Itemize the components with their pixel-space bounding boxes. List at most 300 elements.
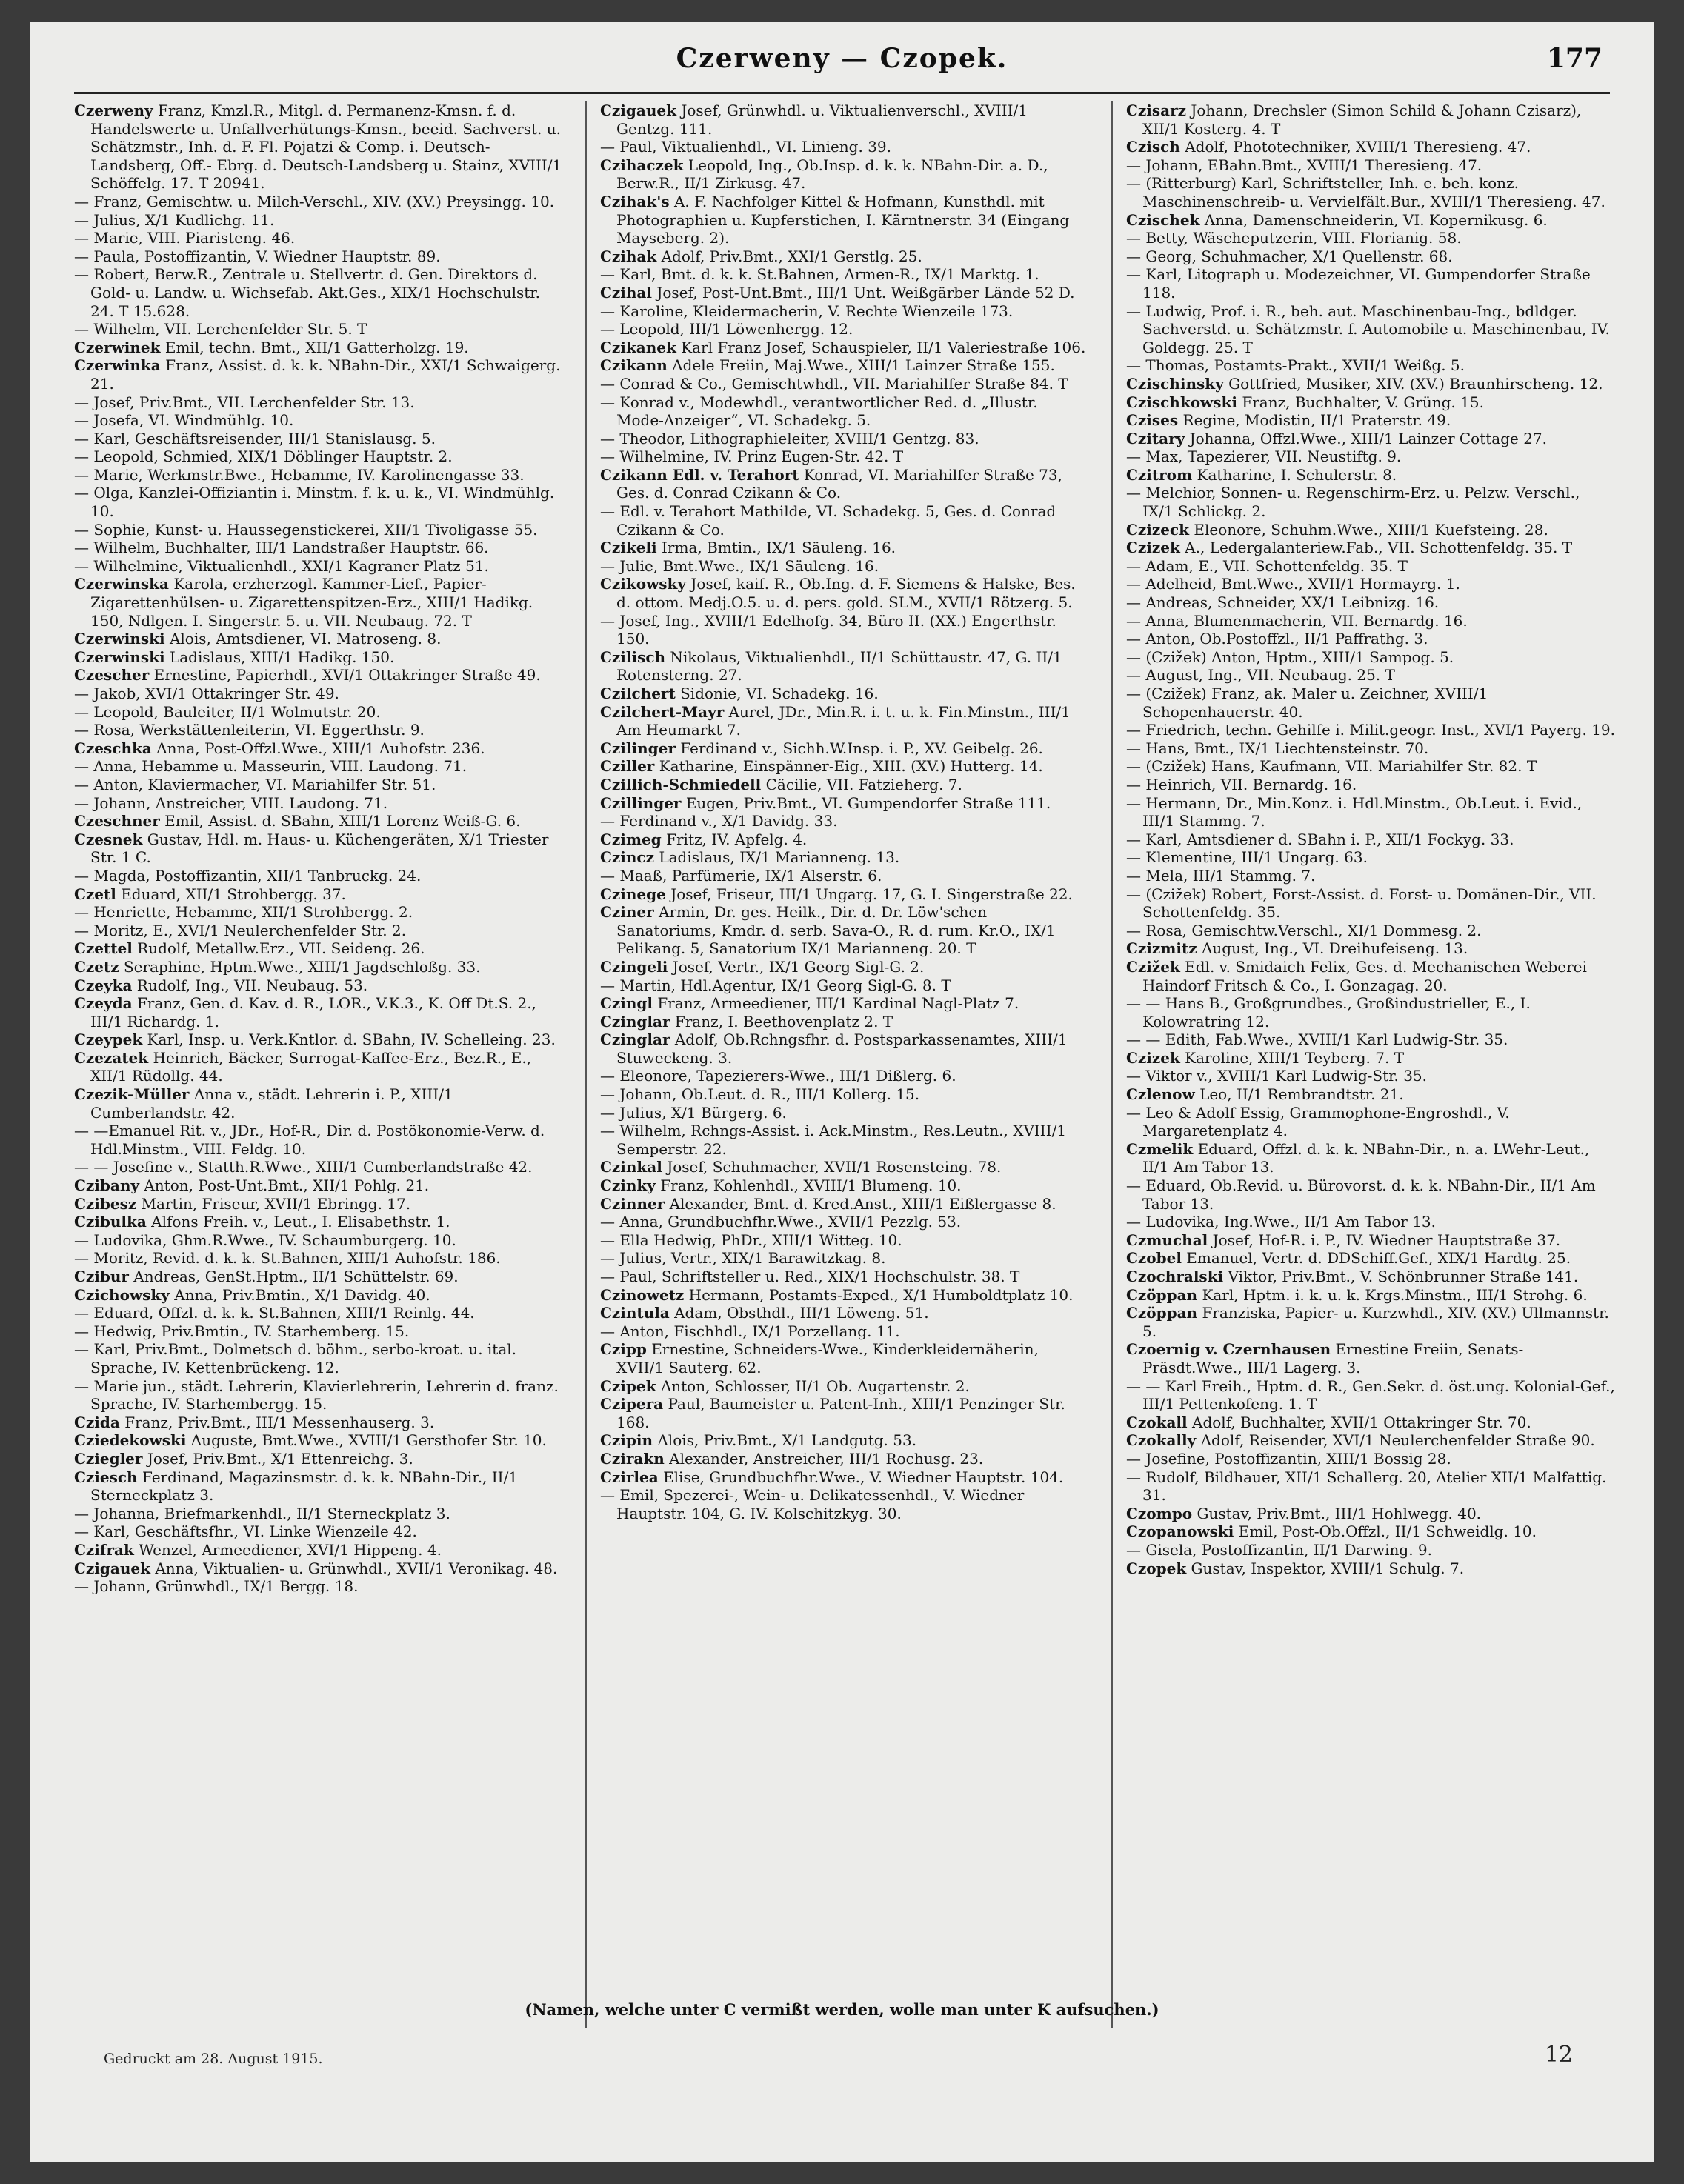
directory-entry bbox=[600, 885, 1089, 904]
directory-entry bbox=[600, 1486, 1089, 1522]
entry-text: — Marie jun., städt. Lehrerin, Klavierlehrerin, Lehrerin d. franz. Sprache, IV. Starhembergg. 15. bbox=[74, 1376, 559, 1414]
entry-name: Czillich-Schmiedell bbox=[600, 775, 762, 793]
directory-entry bbox=[1126, 630, 1615, 648]
entry-text: Gustav, Priv.Bmt., III/1 Hohlwegg. 40. bbox=[1197, 1504, 1482, 1522]
directory-entry bbox=[74, 1559, 563, 1578]
entry-name: Czeypek bbox=[74, 1031, 143, 1049]
entry-text: — Johann, Grünwhdl., IX/1 Bergg. 18. bbox=[74, 1577, 359, 1596]
directory-entry bbox=[1126, 1085, 1615, 1104]
entry-name: Czipin bbox=[600, 1431, 653, 1450]
directory-entry bbox=[1126, 375, 1615, 393]
entry-name: Czihal bbox=[600, 283, 652, 302]
entry-name: Czikann bbox=[600, 356, 668, 375]
entry-name: Czillinger bbox=[600, 793, 682, 812]
directory-entry bbox=[74, 557, 563, 576]
entry-text: — (Czižek) Franz, ak. Maler u. Zeichner, XVIII/1 Schopenhauerstr. 40. bbox=[1126, 685, 1488, 721]
directory-entry bbox=[1126, 958, 1615, 994]
entry-name: Czikeli bbox=[600, 539, 657, 557]
entry-text: — Jakob, XVI/1 Ottakringer Str. 49. bbox=[74, 685, 339, 702]
entry-name: Czischkowski bbox=[1126, 393, 1237, 411]
directory-entry bbox=[1126, 356, 1615, 375]
entry-text: — Anna, Hebamme u. Masseurin, VIII. Laudong. 71. bbox=[74, 757, 467, 776]
entry-text: — Hans, Bmt., IX/1 Liechtensteinstr. 70. bbox=[1126, 739, 1429, 757]
entry-name: Czeyda bbox=[74, 994, 133, 1013]
header-rule bbox=[74, 92, 1610, 94]
entry-name: Czirlea bbox=[600, 1468, 659, 1486]
directory-entry bbox=[74, 484, 563, 520]
directory-entry bbox=[74, 229, 563, 247]
directory-entry bbox=[600, 776, 1089, 794]
entry-name: Czida bbox=[74, 1413, 120, 1431]
entry-name: Czeyka bbox=[74, 976, 133, 994]
entry-text: Josef, Post-Unt.Bmt., III/1 Unt. Weißgärber Lände 52 D. bbox=[656, 283, 1075, 302]
entry-text: Anna, Damenschneiderin, VI. Kopernikusg. 6. bbox=[1204, 210, 1548, 229]
entry-name: Czikanek bbox=[600, 338, 676, 356]
entry-text: — Eduard, Offzl. d. k. k. St.Bahnen, XIII/1 Reinlg. 44. bbox=[74, 1304, 475, 1322]
entry-text: Seraphine, Hptm.Wwe., XIII/1 Jagdschloßg. 33. bbox=[123, 957, 481, 976]
entry-text: — Sophie, Kunst- u. Haussegenstickerei, XII/1 Tivoligasse 55. bbox=[74, 520, 538, 539]
entry-text: Franziska, Papier- u. Kurzwhdl., XIV. (XV.) Ullmannstr. 5. bbox=[1142, 1304, 1609, 1340]
entry-text: — (Czižek) Robert, Forst-Assist. d. Forst- u. Domänen-Dir., VII. Schottenfeldg. 35. bbox=[1126, 885, 1597, 922]
directory-entry bbox=[74, 339, 563, 357]
entry-name: Czerwinski bbox=[74, 647, 165, 666]
entry-text: Adam, Obsthdl., III/1 Löweng. 51. bbox=[674, 1304, 929, 1322]
entry-text: Josef, Priv.Bmt., X/1 Ettenreichg. 3. bbox=[147, 1449, 413, 1468]
directory-entry bbox=[74, 685, 563, 703]
entry-text: — Eduard, Ob.Revid. u. Bürovorst. d. k. k. NBahn-Dir., II/1 Am Tabor 13. bbox=[1126, 1176, 1596, 1213]
sheet-number: 12 bbox=[1544, 2042, 1573, 2068]
entry-text: — Josef, Ing., XVIII/1 Edelhofg. 34, Büro II. (XX.) Engerthstr. 150. bbox=[600, 611, 1056, 648]
directory-entry bbox=[600, 339, 1089, 357]
directory-entry bbox=[74, 356, 563, 393]
entry-name: Czitrom bbox=[1126, 465, 1193, 484]
directory-entry bbox=[600, 247, 1089, 266]
entry-text: — Henriette, Hebamme, XII/1 Strohbergg. 2. bbox=[74, 903, 413, 922]
entry-text: Franz, Buchhalter, V. Grüng. 15. bbox=[1242, 393, 1484, 411]
entry-text: Anna v., städt. Lehrerin i. P., XIII/1 Cumberlandstr. 42. bbox=[90, 1085, 453, 1122]
entry-text: — (Czižek) Hans, Kaufmann, VII. Mariahilfer Str. 82. T bbox=[1126, 757, 1537, 776]
directory-entry bbox=[1126, 1468, 1615, 1505]
directory-entry bbox=[600, 685, 1089, 703]
directory-entry bbox=[1126, 539, 1615, 557]
entry-text: — Karl, Priv.Bmt., Dolmetsch d. böhm., serbo-kroat. u. ital. Sprache, IV. Kettenbrückeng. 12. bbox=[74, 1340, 517, 1376]
entry-text: — Ella Hedwig, PhDr., XIII/1 Witteg. 10. bbox=[600, 1231, 902, 1249]
directory-entry bbox=[74, 885, 563, 904]
entry-name: Czerwinka bbox=[74, 356, 161, 375]
entry-text: Eugen, Priv.Bmt., VI. Gumpendorfer Straße 111. bbox=[685, 793, 1051, 812]
directory-entry bbox=[1126, 1231, 1615, 1250]
column-2 bbox=[600, 101, 1089, 2028]
directory-entry bbox=[1126, 1104, 1615, 1140]
entry-text: — Anton, Fischhdl., IX/1 Porzellang. 11. bbox=[600, 1322, 900, 1340]
entry-text: — Anna, Grundbuchfhr.Wwe., XVII/1 Pezzlg. 53. bbox=[600, 1213, 962, 1231]
directory-entry bbox=[1126, 1559, 1615, 1578]
entry-text: — Ludovika, Ing.Wwe., II/1 Am Tabor 13. bbox=[1126, 1213, 1437, 1231]
entry-text: Alfons Freih. v., Leut., I. Elisabethstr. 1. bbox=[151, 1213, 450, 1231]
directory-entry bbox=[1126, 1140, 1615, 1176]
directory-entry bbox=[600, 1468, 1089, 1487]
entry-text: — Heinrich, VII. Bernardg. 16. bbox=[1126, 775, 1357, 793]
entry-text: Ernestine, Papierhdl., XVI/1 Ottakringer Straße 49. bbox=[153, 666, 541, 685]
entry-text: — Maaß, Parfümerie, IX/1 Alserstr. 6. bbox=[600, 866, 882, 885]
entry-name: Czipek bbox=[600, 1376, 656, 1395]
directory-entry bbox=[1126, 593, 1615, 612]
directory-entry bbox=[600, 1085, 1089, 1104]
entry-text: — Leopold, Bauleiter, II/1 Wolmutstr. 20. bbox=[74, 702, 381, 721]
entry-text: — (Czižek) Anton, Hptm., XIII/1 Sampog. 5. bbox=[1126, 647, 1454, 666]
directory-entry bbox=[1126, 994, 1615, 1031]
entry-name: Czezik-Müller bbox=[74, 1085, 190, 1104]
entry-name: Czibesz bbox=[74, 1194, 137, 1213]
entry-text: — Emil, Spezerei-, Wein- u. Delikatessenhdl., V. Wiedner Hauptstr. 104, G. IV. Kolschitzkyg. 30. bbox=[600, 1486, 1025, 1522]
entry-text: Alexander, Bmt. d. Kred.Anst., XIII/1 Eißlergasse 8. bbox=[669, 1194, 1056, 1213]
entry-text: Josef, Vertr., IX/1 Georg Sigl-G. 2. bbox=[672, 957, 925, 976]
entry-name: Czinkal bbox=[600, 1158, 662, 1176]
directory-entry bbox=[74, 1414, 563, 1432]
entry-name: Czihak's bbox=[600, 192, 670, 210]
directory-entry bbox=[74, 1468, 563, 1505]
entry-name: Czinky bbox=[600, 1176, 656, 1195]
entry-text: — Rudolf, Bildhauer, XII/1 Schallerg. 20, Atelier XII/1 Malfattig. 31. bbox=[1126, 1468, 1607, 1505]
directory-entry bbox=[600, 830, 1089, 849]
directory-entry bbox=[600, 812, 1089, 830]
entry-text: — Georg, Schuhmacher, X/1 Quellenstr. 68. bbox=[1126, 247, 1453, 265]
entry-name: Cziegler bbox=[74, 1449, 143, 1468]
entry-text: — Wilhelm, VII. Lerchenfelder Str. 5. T bbox=[74, 320, 367, 339]
directory-entry bbox=[600, 1104, 1089, 1122]
directory-entry bbox=[74, 211, 563, 230]
directory-entry bbox=[600, 302, 1089, 321]
entry-text: — Robert, Berw.R., Zentrale u. Stellvertr. d. Gen. Direktors d. Gold- u. Landw. u. Wichsefab. Akt.Ges., XIX/1 Hochschulstr. 24. T 15.628. bbox=[74, 265, 541, 320]
directory-entry bbox=[600, 356, 1089, 375]
directory-entry bbox=[600, 976, 1089, 995]
entry-text: — Adam, E., VII. Schottenfeldg. 35. T bbox=[1126, 556, 1408, 575]
directory-entry bbox=[1126, 174, 1615, 210]
entry-text: Karola, erzherzogl. Kammer-Lief., Papier-Zigarettenhülsen- u. Zigarettenspitzen-Erz., XIII/1 Hadikg. 150, Ndlgen. I. Singerstr. 5. u. VII. Neubaug. 72. T bbox=[90, 575, 533, 630]
directory-entry bbox=[600, 903, 1089, 958]
directory-entry bbox=[1126, 612, 1615, 630]
entry-text: — — Hans B., Großgrundbes., Großindustrieller, E., I. Kolowratring 12. bbox=[1126, 994, 1531, 1031]
entry-text: — Johann, Anstreicher, VIII. Laudong. 71. bbox=[74, 793, 388, 812]
entry-name: Czokall bbox=[1126, 1413, 1188, 1431]
entry-text: — Ludovika, Ghm.R.Wwe., IV. Schaumburgerg. 10. bbox=[74, 1231, 456, 1249]
directory-entry bbox=[74, 1522, 563, 1541]
entry-name: Czinege bbox=[600, 885, 666, 903]
entry-text: Leopold, Ing., Ob.Insp. d. k. k. NBahn-Dir. a. D., Berw.R., II/1 Zirkusg. 47. bbox=[616, 156, 1048, 193]
entry-text: Paul, Baumeister u. Patent-Inh., XIII/1 Penzinger Str. 168. bbox=[616, 1395, 1065, 1431]
directory-entry bbox=[74, 1304, 563, 1322]
entry-text: — Paul, Schriftsteller u. Red., XIX/1 Hochschulstr. 38. T bbox=[600, 1268, 1020, 1285]
entry-name: Czlenow bbox=[1126, 1085, 1195, 1104]
directory-entry bbox=[600, 1013, 1089, 1031]
page-number: 177 bbox=[1546, 43, 1603, 74]
entry-text: August, Ing., VI. Dreihufeiseng. 13. bbox=[1201, 939, 1468, 958]
entry-name: Czetz bbox=[74, 957, 119, 976]
entry-name: Czeschner bbox=[74, 812, 160, 830]
entry-name: Czopanowski bbox=[1126, 1522, 1234, 1541]
entry-text: Nikolaus, Viktualienhdl., II/1 Schüttaustr. 47, G. II/1 Rotensterng. 27. bbox=[616, 647, 1062, 685]
entry-text: — Julie, Bmt.Wwe., IX/1 Säuleng. 16. bbox=[600, 556, 879, 575]
directory-entry bbox=[74, 1286, 563, 1305]
entry-text: — Wilhelm, Buchhalter, III/1 Landstraßer Hauptstr. 66. bbox=[74, 539, 489, 557]
entry-text: Anna, Post-Offzl.Wwe., XIII/1 Auhofstr. 236. bbox=[156, 739, 485, 757]
entry-text: Emil, techn. Bmt., XII/1 Gatterholzg. 19. bbox=[164, 338, 469, 356]
entry-text: — — Edith, Fab.Wwe., XVIII/1 Karl Ludwig-Str. 35. bbox=[1126, 1031, 1508, 1049]
directory-entry bbox=[600, 1195, 1089, 1213]
entry-name: Czihak bbox=[600, 247, 657, 265]
directory-entry bbox=[74, 1195, 563, 1213]
directory-entry bbox=[74, 466, 563, 485]
entry-text: — Johann, EBahn.Bmt., XVIII/1 Theresieng. 47. bbox=[1126, 156, 1482, 174]
directory-entry bbox=[74, 1249, 563, 1268]
entry-text: Alois, Amtsdiener, VI. Matroseng. 8. bbox=[169, 630, 442, 648]
directory-entry bbox=[1126, 1431, 1615, 1450]
directory-entry bbox=[600, 1067, 1089, 1085]
entry-text: Fritz, IV. Apfelg. 4. bbox=[666, 830, 808, 848]
entry-text: Adolf, Phototechniker, XVIII/1 Theresieng. 47. bbox=[1185, 138, 1531, 156]
entry-name: Czisarz bbox=[1126, 101, 1186, 119]
entry-text: Martin, Friseur, XVII/1 Ebringg. 17. bbox=[141, 1194, 411, 1213]
directory-entry bbox=[600, 1286, 1089, 1305]
directory-entry bbox=[600, 430, 1089, 448]
directory-entry bbox=[1126, 922, 1615, 940]
entry-name: Czezatek bbox=[74, 1048, 149, 1067]
directory-entry bbox=[600, 1431, 1089, 1450]
entry-text: Wenzel, Armeediener, XVI/1 Hippeng. 4. bbox=[139, 1540, 442, 1559]
entry-name: Czifrak bbox=[74, 1540, 134, 1559]
entry-text: — Julius, X/1 Bürgerg. 6. bbox=[600, 1103, 787, 1122]
directory-entry bbox=[600, 375, 1089, 393]
entry-name: Czikann Edl. v. Terahort bbox=[600, 465, 799, 484]
column-3 bbox=[1126, 101, 1615, 2028]
directory-entry bbox=[1126, 867, 1615, 885]
directory-entry bbox=[1126, 1049, 1615, 1068]
directory-entry bbox=[1126, 521, 1615, 539]
directory-entry bbox=[1126, 138, 1615, 156]
entry-text: Franz, Kohlenhdl., XVIII/1 Blumeng. 10. bbox=[660, 1176, 962, 1195]
entry-text: Gustav, Hdl. m. Haus- u. Küchengeräten, X/1 Triester Str. 1 C. bbox=[90, 830, 549, 867]
directory-entry bbox=[74, 1431, 563, 1450]
entry-name: Czigauek bbox=[600, 101, 676, 119]
entry-text: Franz, Gen. d. Kav. d. R., LOR., V.K.3., K. Off Dt.S. 2., III/1 Richardg. 1. bbox=[90, 994, 536, 1031]
directory-entry bbox=[600, 557, 1089, 576]
entry-name: Czizek bbox=[1126, 539, 1180, 557]
entry-text: Ernestine, Schneiders-Wwe., Kinderkleidernäherin, XVII/1 Sauterg. 62. bbox=[616, 1340, 1039, 1376]
entry-text: — August, Ing., VII. Neubaug. 25. T bbox=[1126, 666, 1395, 685]
directory-entry bbox=[1126, 411, 1615, 430]
entry-name: Czigauek bbox=[74, 1559, 150, 1577]
entry-text: — Marie, VIII. Piaristeng. 46. bbox=[74, 229, 296, 247]
entry-text: Josef, Schuhmacher, XVII/1 Rosensteing. 78. bbox=[667, 1158, 1002, 1176]
directory-entry bbox=[1126, 447, 1615, 466]
directory-entry bbox=[74, 320, 563, 339]
entry-text: — Ludwig, Prof. i. R., beh. aut. Maschinenbau-Ing., bdldger. Sachverstd. u. Schätzmstr. f. Automobile u. Maschinenbau, IV. Goldegg. 25. T bbox=[1126, 302, 1610, 356]
entry-text: — Josefa, VI. Windmühlg. 10. bbox=[74, 411, 294, 430]
directory-entry bbox=[74, 630, 563, 648]
directory-entry bbox=[74, 447, 563, 466]
entry-text: — — Josefine v., Statth.R.Wwe., XIII/1 Cumberlandstraße 42. bbox=[74, 1158, 533, 1176]
entry-text: — Wilhelmine, IV. Prinz Eugen-Str. 42. T bbox=[600, 447, 904, 466]
entry-name: Cziesch bbox=[74, 1468, 138, 1486]
directory-entry bbox=[1126, 211, 1615, 230]
entry-name: Czizeck bbox=[1126, 520, 1189, 539]
directory-entry bbox=[74, 1541, 563, 1559]
directory-entry bbox=[600, 1304, 1089, 1322]
directory-entry bbox=[600, 265, 1089, 284]
directory-entry bbox=[600, 393, 1089, 430]
entry-text: Alois, Priv.Bmt., X/1 Landgutg. 53. bbox=[657, 1431, 917, 1450]
entry-name: Czopek bbox=[1126, 1559, 1187, 1577]
directory-entry bbox=[74, 1085, 563, 1122]
entry-text: Gustav, Inspektor, XVIII/1 Schulg. 7. bbox=[1191, 1559, 1465, 1577]
directory-entry bbox=[1126, 1286, 1615, 1305]
entry-name: Czerwinek bbox=[74, 338, 161, 356]
directory-entry bbox=[600, 320, 1089, 339]
directory-entry bbox=[74, 1268, 563, 1286]
entry-text: Josef, Friseur, III/1 Ungarg. 17, G. I. Singerstraße 22. bbox=[670, 885, 1073, 903]
entry-text: Anton, Schlosser, II/1 Ob. Augartenstr. 2. bbox=[660, 1376, 970, 1395]
directory-entry bbox=[74, 830, 563, 867]
entry-text: Edl. v. Smidaich Felix, Ges. d. Mechanischen Weberei Haindorf Fritsch & Co., I. Gonzagag. 20. bbox=[1142, 957, 1587, 994]
entry-text: — Max, Tapezierer, VII. Neustiftg. 9. bbox=[1126, 447, 1402, 466]
entry-text: Ladislaus, XIII/1 Hadikg. 150. bbox=[169, 647, 395, 666]
entry-name: Czerwinski bbox=[74, 630, 165, 648]
entry-name: Czizmitz bbox=[1126, 939, 1197, 958]
directory-entry bbox=[74, 922, 563, 940]
directory-entry bbox=[1126, 1067, 1615, 1085]
entry-name: Czochralski bbox=[1126, 1268, 1224, 1285]
entry-text: — Martin, Hdl.Agentur, IX/1 Georg Sigl-G. 8. T bbox=[600, 976, 951, 994]
entry-text: Adolf, Buchhalter, XVII/1 Ottakringer Str. 70. bbox=[1192, 1413, 1531, 1431]
directory-entry bbox=[600, 1450, 1089, 1468]
entry-name: Czoernig v. Czernhausen bbox=[1126, 1340, 1331, 1359]
entry-text: Katharine, Einspänner-Eig., XIII. (XV.) Hutterg. 14. bbox=[659, 757, 1043, 776]
entry-text: — Betty, Wäscheputzerin, VIII. Florianig. 58. bbox=[1126, 229, 1462, 247]
entry-name: Czintula bbox=[600, 1304, 670, 1322]
entry-text: Leo, II/1 Rembrandtstr. 21. bbox=[1199, 1085, 1404, 1104]
entry-text: — —Emanuel Rit. v., JDr., Hof-R., Dir. d. Postökonomie-Verw. d. Hdl.Minstm., VIII. Feldg. 10. bbox=[74, 1122, 545, 1158]
directory-entry bbox=[1126, 1340, 1615, 1376]
directory-entry bbox=[74, 958, 563, 976]
directory-entry bbox=[1126, 1249, 1615, 1268]
entry-text: Gottfried, Musiker, XIV. (XV.) Braunhirscheng. 12. bbox=[1228, 374, 1603, 393]
column-divider bbox=[1111, 101, 1113, 2028]
directory-entry bbox=[74, 1049, 563, 1085]
directory-entry bbox=[600, 1122, 1089, 1158]
entry-name: Czmuchal bbox=[1126, 1231, 1208, 1249]
entry-text: — Olga, Kanzlei-Offiziantin i. Minstm. f. k. u. k., VI. Windmühlg. 10. bbox=[74, 484, 555, 521]
entry-text: Johann, Drechsler (Simon Schild & Johann Czisarz), XII/1 Kosterg. 4. T bbox=[1142, 101, 1582, 138]
directory-entry bbox=[74, 430, 563, 448]
directory-entry bbox=[1126, 739, 1615, 758]
entry-name: Czerweny bbox=[74, 101, 153, 119]
entry-text: A., Ledergalanteriew.Fab., VII. Schottenfeldg. 35. T bbox=[1185, 539, 1573, 557]
directory-entry bbox=[74, 539, 563, 557]
directory-entry bbox=[74, 1122, 563, 1158]
column-divider bbox=[585, 101, 587, 2028]
directory-entry bbox=[600, 1377, 1089, 1396]
directory-entry bbox=[1126, 685, 1615, 721]
entry-text: — Julius, Vertr., XIX/1 Barawitzkag. 8. bbox=[600, 1249, 886, 1268]
entry-text: — Theodor, Lithographieleiter, XVIII/1 Gentzg. 83. bbox=[600, 429, 979, 447]
entry-text: — — Karl Freih., Hptm. d. R., Gen.Sekr. d. öst.ung. Kolonial-Gef., III/1 Pettenkofeng. 1. T bbox=[1126, 1376, 1615, 1414]
directory-entry bbox=[600, 867, 1089, 885]
entry-text: Ernestine Freiin, Senats-Präsdt.Wwe., III/1 Lagerg. 3. bbox=[1142, 1340, 1524, 1376]
directory-entry bbox=[1126, 1505, 1615, 1523]
entry-text: Adolf, Ob.Rchngsfhr. d. Postsparkassenamtes, XIII/1 Stuweckeng. 3. bbox=[616, 1031, 1068, 1067]
entry-text: Katharine, I. Schulerstr. 8. bbox=[1197, 465, 1397, 484]
directory-entry bbox=[600, 1268, 1089, 1286]
entry-text: Auguste, Bmt.Wwe., XVIII/1 Gersthofer Str. 10. bbox=[190, 1431, 547, 1450]
entry-text: Karl Franz Josef, Schauspieler, II/1 Valeriestraße 106. bbox=[681, 338, 1086, 356]
entry-text: — (Ritterburg) Karl, Schriftsteller, Inh. e. beh. konz. Maschinenschreib- u. Vervielfält.Bur., XVIII/1 Theresieng. 47. bbox=[1126, 174, 1605, 210]
directory-entry bbox=[74, 721, 563, 739]
entry-text: — Konrad v., Modewhdl., verantwortlicher Red. d. „Illustr. Mode-Anzeiger“, VI. Schadekg. 5. bbox=[600, 393, 1038, 430]
entry-name: Czmelik bbox=[1126, 1139, 1194, 1158]
directory-entry bbox=[1126, 939, 1615, 958]
entry-text: Adolf, Reisender, XVI/1 Neulerchenfelder Straße 90. bbox=[1200, 1431, 1595, 1450]
entry-text: — Karl, Geschäftsreisender, III/1 Stanislausg. 5. bbox=[74, 429, 436, 447]
entry-text: Franz, I. Beethovenplatz 2. T bbox=[674, 1012, 893, 1031]
directory-entry bbox=[74, 1450, 563, 1468]
entry-name: Czingeli bbox=[600, 957, 668, 976]
entry-text: — Wilhelm, Rchngs-Assist. i. Ack.Minstm., Res.Leutn., XVIII/1 Semperstr. 22. bbox=[600, 1122, 1067, 1158]
entry-text: Sidonie, VI. Schadekg. 16. bbox=[680, 685, 879, 702]
entry-text: — Julius, X/1 Kudlichg. 11. bbox=[74, 210, 275, 229]
directory-entry bbox=[1126, 1304, 1615, 1340]
column-1 bbox=[74, 101, 563, 2028]
entry-text: — Anton, Ob.Postoffzl., II/1 Paffrathg. 3. bbox=[1126, 630, 1428, 648]
entry-text: Anton, Post-Unt.Bmt., XII/1 Pohlg. 21. bbox=[144, 1176, 430, 1195]
entry-name: Czitary bbox=[1126, 429, 1185, 447]
entry-text: — Rosa, Werkstättenleiterin, VI. Eggerthstr. 9. bbox=[74, 721, 425, 739]
entry-text: — Leopold, Schmied, XIX/1 Döblinger Hauptstr. 2. bbox=[74, 447, 453, 466]
entry-text: Emil, Post-Ob.Offzl., II/1 Schweidlg. 10. bbox=[1238, 1522, 1537, 1541]
entry-text: — Edl. v. Terahort Mathilde, VI. Schadekg. 5, Ges. d. Conrad Czikann & Co. bbox=[600, 502, 1056, 539]
entry-name: Czobel bbox=[1126, 1249, 1182, 1268]
entry-name: Czilchert bbox=[600, 685, 676, 702]
entry-text: Armin, Dr. ges. Heilk., Dir. d. Dr. Löw'schen Sanatoriums, Kmdr. d. serb. Sava-O., R. d. rum. Kr.O., IX/1 Pelikang. 5, Sanatorium IX/1 Marianneng. 20. T bbox=[616, 903, 1056, 958]
entry-text: — Paul, Viktualienhdl., VI. Linieng. 39. bbox=[600, 138, 891, 156]
directory-entry bbox=[74, 976, 563, 995]
entry-name: Czöppan bbox=[1126, 1304, 1198, 1322]
entry-name: Czesnek bbox=[74, 830, 143, 848]
entry-text: — Melchior, Sonnen- u. Regenschirm-Erz. u. Pelzw. Verschl., IX/1 Schlickg. 2. bbox=[1126, 484, 1580, 521]
directory-entry bbox=[600, 739, 1089, 758]
entry-text: — Eleonore, Tapezierers-Wwe., III/1 Dißlerg. 6. bbox=[600, 1067, 956, 1085]
entry-name: Czipera bbox=[600, 1395, 664, 1414]
entry-text: Franz, Armeediener, III/1 Kardinal Nagl-Platz 7. bbox=[657, 994, 1019, 1013]
entry-text: Elise, Grundbuchfhr.Wwe., V. Wiedner Hauptstr. 104. bbox=[663, 1468, 1064, 1486]
directory-entry bbox=[1126, 830, 1615, 849]
entry-text: — Andreas, Schneider, XX/1 Leibnizg. 16. bbox=[1126, 593, 1440, 612]
directory-entry bbox=[1126, 776, 1615, 794]
entry-name: Czischek bbox=[1126, 210, 1200, 229]
entry-name: Czincz bbox=[600, 848, 654, 867]
entry-name: Czibany bbox=[74, 1176, 139, 1195]
directory-entry bbox=[1126, 229, 1615, 247]
entry-text: — Ferdinand v., X/1 Davidg. 33. bbox=[600, 812, 838, 830]
entry-name: Czilchert-Mayr bbox=[600, 702, 725, 721]
entry-text: — Magda, Postoffizantin, XII/1 Tanbruckg. 24. bbox=[74, 866, 422, 885]
entry-text: — Wilhelmine, Viktualienhdl., XXI/1 Kagraner Platz 51. bbox=[74, 556, 489, 575]
entry-text: Heinrich, Bäcker, Surrogat-Kaffee-Erz., Bez.R., E., XII/1 Rüdollg. 44. bbox=[90, 1048, 532, 1085]
directory-entry bbox=[600, 1395, 1089, 1431]
entry-name: Czikowsky bbox=[600, 575, 687, 593]
entry-text: — Mela, III/1 Stammg. 7. bbox=[1126, 866, 1316, 885]
entry-text: Emanuel, Vertr. d. DDSchiff.Gef., XIX/1 Hardtg. 25. bbox=[1186, 1249, 1571, 1268]
entry-text: — Hermann, Dr., Min.Konz. i. Hdl.Minstm., Ob.Leut. i. Evid., III/1 Stammg. 7. bbox=[1126, 793, 1583, 830]
